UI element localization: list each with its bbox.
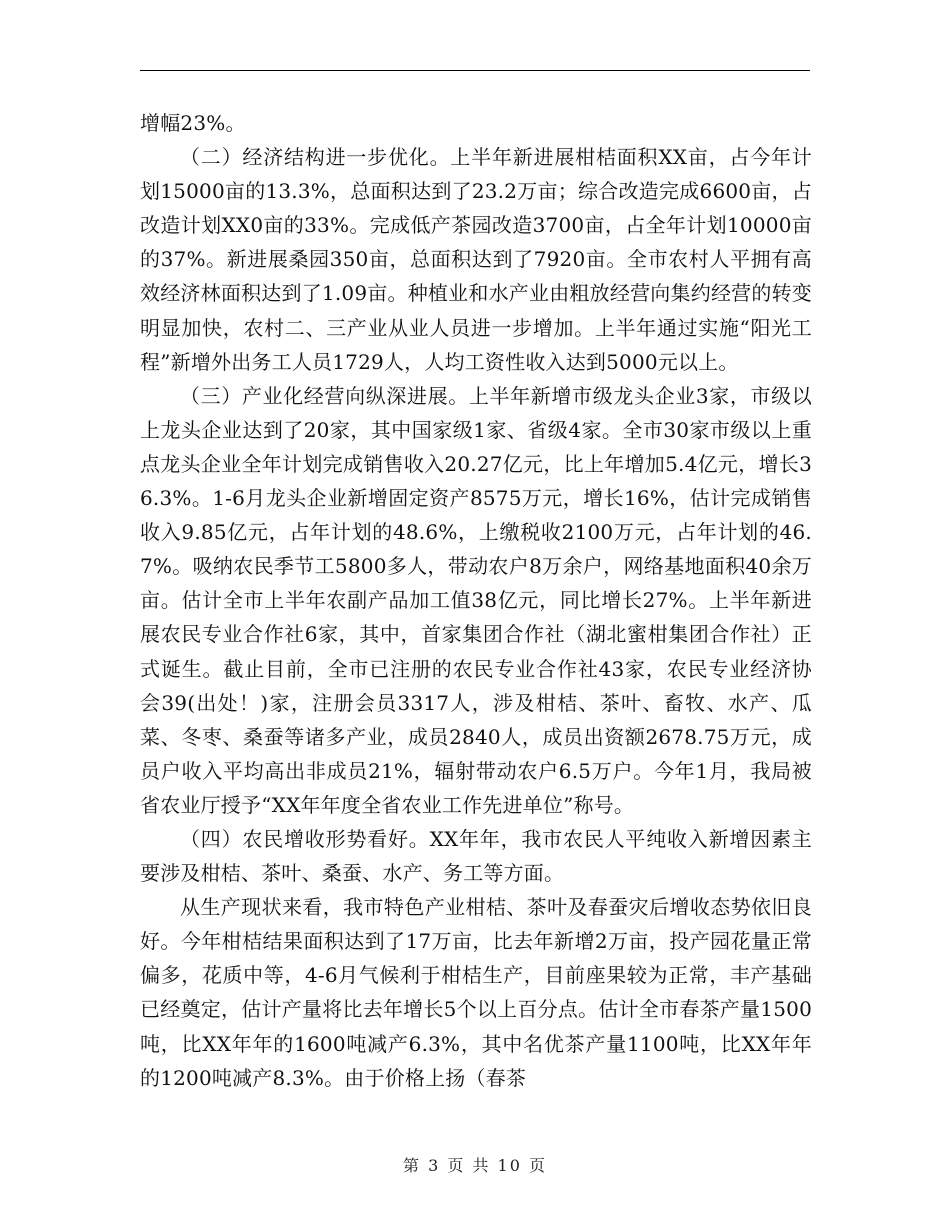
document-body [140,106,812,1095]
page-number-footer: 第 3 页 共 10 页 [403,1156,547,1175]
paragraph: （四）农民增收形势看好。XX年年，我市农民人平纯收入新增因素主要涉及柑桔、茶叶、桑蚕、水产、务工等方面。 [140,826,812,886]
paragraph: （三）产业化经营向纵深进展。上半年新增市级龙头企业3家，市级以上龙头企业达到了20家，其中国家级1家、省级4家。全市30家市级以上重点龙头企业全年计划完成销售收入20.27亿元，比上年增加5.4亿元，增长36.3%。1-6月龙头企业新增固定资产8575万元，增长16%，估计完成销售收入9.85亿元，占年计划的48.6%，上缴税收2100万元，占年计划的46.7%。吸纳农民季节工5800多人，带动农户8万余户，网络基地面积40余万亩。估计全市上半年农副产品加工值38亿元，同比增长27%。上半年新进展农民专业合作社6家，其中，首家集团合作社（湖北蜜柑集团合作社）正式诞生。截止目前，全市已注册的农民专业合作社43家，农民专业经济协会39(出处！)家，注册会员3317人，涉及柑桔、茶叶、畜牧、水产、瓜菜、冬枣、桑蚕等诸多产业，成员2840人，成员出资额2678.75万元，成员户收入平均高出非成员21%，辐射带动农户6.5万户。今年1月，我局被省农业厅授予“XX年年度全省农业工作先进单位”称号。 [140,383,812,817]
header-rule [140,70,810,71]
paragraph: 从生产现状来看，我市特色产业柑桔、茶叶及春蚕灾后增收态势依旧良好。今年柑桔结果面积达到了17万亩，比去年新增2万亩，投产园花量正常偏多，花质中等，4-6月气候利于柑桔生产，目前座果较为正常，丰产基础已经奠定，估计产量将比去年增长5个以上百分点。估计全市春茶产量1500吨，比XX年年的1600吨减产6.3%，其中名优茶产量1100吨，比XX年年的1200吨减产8.3%。由于价格上扬（春茶 [140,895,812,1090]
paragraph: （二）经济结构进一步优化。上半年新进展柑桔面积XX亩，占今年计划15000亩的13.3%，总面积达到了23.2万亩；综合改造完成6600亩，占改造计划XX0亩的33%。完成低产茶园改造3700亩，占全年计划10000亩的37%。新进展桑园350亩，总面积达到了7920亩。全市农村人平拥有高效经济林面积达到了1.09亩。种植业和水产业由粗放经营向集约经营的转变明显加快，农村二、三产业从业人员进一步增加。上半年通过实施“阳光工程”新增外出务工人员1729人，人均工资性收入达到5000元以上。 [140,145,812,374]
paragraph: 增幅23%。 [140,111,246,135]
